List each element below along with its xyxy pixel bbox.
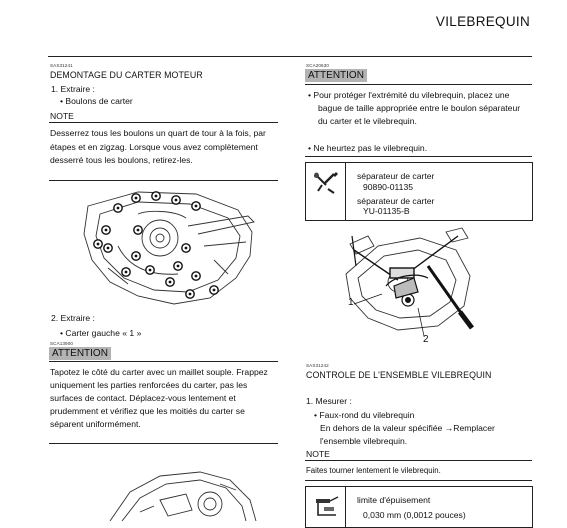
attention-line: prudemment et vérifiez que les moitiés du carter se	[50, 406, 245, 416]
bullet-left-crankcase: • Carter gauche « 1 »	[60, 328, 142, 338]
page-title: VILEBREQUIN	[435, 14, 530, 29]
tool-name: séparateur de carter	[357, 196, 435, 206]
dial-gauge-icon	[314, 493, 340, 519]
tool-code: 90890-01135	[363, 182, 414, 192]
attention-line: Tapotez le côté du carter avec un maillet souple. Frappez	[50, 367, 268, 377]
bullet-crankshaft-runout: • Faux-rond du vilebrequin	[314, 410, 415, 420]
wrench-screwdriver-icon	[312, 171, 340, 195]
attention-line: du carter et le vilebrequin.	[318, 116, 417, 126]
section-code: SAS31241	[50, 63, 73, 68]
note-rule-bottom	[49, 180, 278, 181]
attention-line: surfaces de contact. Déplacez-vous lentement et	[50, 393, 236, 403]
special-tool-box	[305, 162, 533, 221]
tool-name: séparateur de carter	[357, 171, 435, 181]
detail-line: l'ensemble vilebrequin.	[320, 436, 408, 446]
crankcase-separator-illustration	[338, 226, 488, 346]
step-measure: 1. Mesurer :	[306, 396, 352, 406]
attention-line: uniquement les parties renforcées du carter, pas les	[50, 380, 248, 390]
left-crankcase-illustration	[100, 470, 260, 521]
note-rule-bottom	[305, 480, 532, 481]
note-label: NOTE	[306, 449, 330, 459]
attention-rule-top	[305, 84, 532, 85]
caution-code: SCA20630	[306, 63, 330, 68]
detail-line: En dehors de la valeur spécifiée →Remplacer	[320, 423, 495, 433]
section-heading: CONTROLE DE L'ENSEMBLE VILEBREQUIN	[306, 370, 492, 380]
note-line: desserré tous les boulons, retirez-les.	[50, 155, 193, 165]
header-rule	[48, 56, 532, 57]
bullet-crankcase-bolts: • Boulons de carter	[60, 96, 133, 106]
note-line: Desserrez tous les boulons un quart de tour à la fois, par	[50, 128, 266, 138]
step-extract-2: 2. Extraire :	[51, 313, 95, 323]
step-extract: 1. Extraire :	[51, 84, 95, 94]
limit-box-divider	[345, 487, 346, 527]
tool-box-divider	[345, 163, 346, 220]
bullet-no-hit: • Ne heurtez pas le vilebrequin.	[308, 143, 428, 153]
note-rule-top	[305, 460, 532, 461]
note-text: Faites tourner lentement le vilebrequin.	[306, 466, 441, 475]
note-line: étapes et en zigzag. Lorsque vous avez complètement	[50, 142, 258, 152]
tool-code: YU-01135-B	[363, 206, 410, 216]
caution-code: SCA13900	[50, 341, 74, 346]
attention-badge: ATTENTION	[49, 347, 111, 360]
attention-rule-bottom	[305, 156, 532, 157]
note-label: NOTE	[50, 111, 74, 121]
section-code: SAS31242	[306, 363, 329, 368]
attention-line: • Pour protéger l'extrémité du vilebrequin, placez une	[308, 90, 510, 100]
section-heading: DEMONTAGE DU CARTER MOTEUR	[50, 70, 203, 80]
note-rule-top	[49, 122, 278, 123]
limit-box	[305, 486, 533, 528]
attention-badge: ATTENTION	[305, 69, 367, 82]
crankcase-bolts-illustration	[78, 186, 258, 308]
attention-rule-top	[49, 361, 278, 362]
limit-label: limite d'épuisement	[357, 495, 431, 505]
callout-1: 1	[348, 297, 354, 308]
attention-line: séparent uniformément.	[50, 419, 141, 429]
limit-value: 0,030 mm (0,0012 pouces)	[363, 510, 466, 520]
attention-rule-bottom	[49, 443, 278, 444]
callout-2: 2	[423, 334, 429, 345]
attention-line: bague de taille appropriée entre le boulon séparateur	[318, 103, 521, 113]
